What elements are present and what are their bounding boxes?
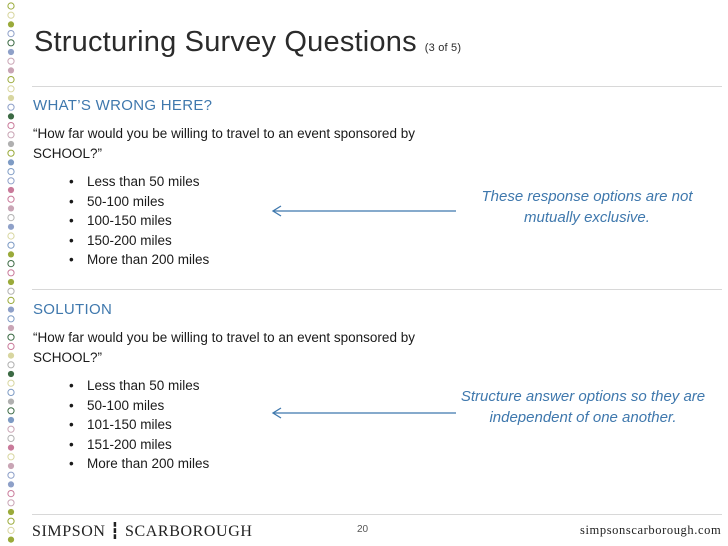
problem-heading: WHAT’S WRONG HERE?: [33, 97, 213, 114]
page-title-text: Structuring Survey Questions: [34, 26, 417, 58]
decorative-dot: [8, 132, 14, 138]
decorative-dot: [8, 261, 14, 267]
decorative-dot: [8, 178, 14, 184]
decorative-dot: [8, 104, 14, 110]
decorative-dot: [8, 123, 14, 129]
decorative-dot: [8, 454, 14, 460]
decorative-dot: [8, 426, 14, 432]
decorative-dot: [8, 500, 14, 506]
solution-options-list: [67, 376, 209, 474]
decorative-dot: [8, 472, 14, 478]
left-arrow-icon: [268, 204, 458, 218]
page-title-counter: (3 of 5): [424, 42, 462, 54]
decorative-dot: [8, 417, 14, 423]
decorative-dot: [8, 527, 14, 533]
decorative-dot: [8, 86, 14, 92]
decorative-dot: [8, 12, 14, 18]
decorative-dot: [8, 187, 14, 193]
decorative-dot-border: [4, 0, 18, 546]
decorative-dot: [8, 509, 14, 515]
problem-note: These response options are not mutually exclusive.: [481, 188, 693, 226]
decorative-dot: [8, 491, 14, 497]
solution-option: • 101-150 miles: [67, 415, 209, 435]
decorative-dot: [8, 141, 14, 147]
title-divider: [32, 86, 722, 87]
decorative-dot: [8, 113, 14, 119]
decorative-dot: [8, 362, 14, 368]
decorative-dot: [8, 233, 14, 239]
footer-divider: [32, 514, 722, 515]
left-arrow-icon: [268, 406, 458, 420]
solution-question: “How far would you be willing to travel to an event sponsored by SCHOOL?”: [33, 330, 415, 365]
decorative-dot: [8, 307, 14, 313]
decorative-dot: [8, 242, 14, 248]
decorative-dot: [8, 251, 14, 257]
decorative-dot: [8, 316, 14, 322]
decorative-dot: [8, 224, 14, 230]
decorative-dot: [8, 445, 14, 451]
solution-option: • 151-200 miles: [67, 435, 209, 455]
decorative-dot: [8, 3, 14, 9]
page-title: [34, 26, 461, 59]
decorative-dot: [8, 49, 14, 55]
decorative-dot: [8, 325, 14, 331]
solution-option: • Less than 50 miles: [67, 376, 209, 396]
decorative-dot: [8, 215, 14, 221]
decorative-dot: [8, 30, 14, 36]
decorative-dot: [8, 95, 14, 101]
decorative-dot: [8, 343, 14, 349]
solution-option: • More than 200 miles: [67, 454, 209, 474]
problem-question: “How far would you be willing to travel to an event sponsored by SCHOOL?”: [33, 126, 415, 161]
decorative-dot: [8, 40, 14, 46]
decorative-dot: [8, 371, 14, 377]
decorative-dot: [8, 481, 14, 487]
problem-option: • Less than 50 miles: [67, 172, 209, 192]
section-divider: [32, 289, 722, 290]
decorative-dot: [8, 77, 14, 83]
problem-option: • 100-150 miles: [67, 211, 209, 231]
decorative-dot: [8, 169, 14, 175]
solution-heading: SOLUTION: [33, 301, 113, 318]
decorative-dot: [8, 279, 14, 285]
decorative-dot: [8, 159, 14, 165]
decorative-dot: [8, 463, 14, 469]
decorative-dot: [8, 150, 14, 156]
problem-option: • 150-200 miles: [67, 231, 209, 251]
problem-option: • More than 200 miles: [67, 250, 209, 270]
decorative-dot: [8, 380, 14, 386]
decorative-dot: [8, 353, 14, 359]
decorative-dot: [8, 58, 14, 64]
decorative-dot: [8, 389, 14, 395]
decorative-dot: [8, 297, 14, 303]
decorative-dot: [8, 518, 14, 524]
decorative-dot: [8, 435, 14, 441]
decorative-dot: [8, 196, 14, 202]
decorative-dot: [8, 67, 14, 73]
problem-options-list: [67, 172, 209, 270]
solution-option: • 50-100 miles: [67, 396, 209, 416]
website-link[interactable]: simpsonscarborough.com: [580, 523, 722, 537]
decorative-dot: [8, 399, 14, 405]
decorative-dot: [8, 334, 14, 340]
decorative-dot: [8, 537, 14, 543]
decorative-dot: [8, 288, 14, 294]
decorative-dot: [8, 205, 14, 211]
decorative-dot: [8, 21, 14, 27]
decorative-dot: [8, 270, 14, 276]
decorative-dot: [8, 408, 14, 414]
problem-option: • 50-100 miles: [67, 192, 209, 212]
page-number: 20: [357, 524, 369, 535]
brand-logo: SIMPSON ┇ SCARBOROUGH: [32, 523, 253, 540]
solution-note: Structure answer options so they are independent of one another.: [460, 388, 706, 426]
